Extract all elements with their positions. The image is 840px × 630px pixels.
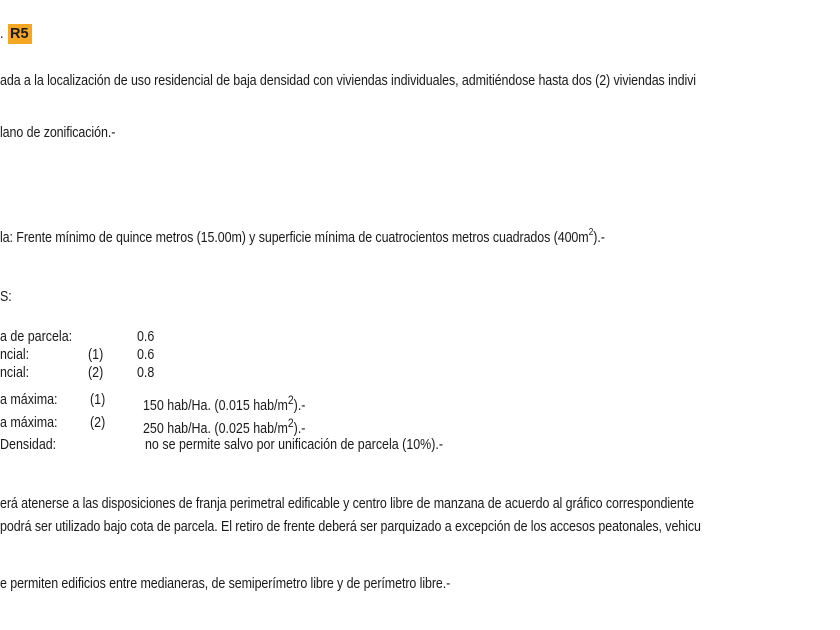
density-value-2: 250 hab/Ha. (0.025 hab/m <box>143 420 288 437</box>
indicator-label: Densidad: <box>0 437 57 453</box>
zone-code-highlight: R5 <box>8 24 32 44</box>
indicator-value: 0.6 <box>137 329 155 345</box>
indicator-number: (2) <box>90 415 106 431</box>
paragraph-edificios: e permiten edificios entre medianeras, de semiperímetro libre y de perímetro libre.- <box>0 576 451 592</box>
parcela-superscript: 2 <box>588 227 594 239</box>
indicator-value <box>143 414 305 438</box>
indicator-label: a de parcela: <box>0 329 73 345</box>
indicator-label: a máxima: <box>0 415 58 431</box>
indicator-label: ncial: <box>0 347 30 363</box>
paragraph-retiro: podrá ser utilizado bajo cota de parcela. El retiro de frente deberá ser parquizado a excepción de los accesos peatonales, vehicu <box>0 519 701 535</box>
header-prefix: . <box>0 26 4 42</box>
indicator-number: (2) <box>88 365 104 381</box>
parcela-text: la: Frente mínimo de quince metros (15.00m) y superficie mínima de cuatrocientos metros cuadrados (400m <box>0 230 589 246</box>
density-value-1: 150 hab/Ha. (0.015 hab/m <box>143 397 288 414</box>
density-superscript-2: 2 <box>287 416 294 430</box>
density-end-2: ).- <box>293 420 306 437</box>
section-label: S: <box>0 289 12 305</box>
indicator-value <box>143 391 305 415</box>
density-superscript-1: 2 <box>287 393 294 407</box>
paragraph-plano: lano de zonificación.- <box>0 125 116 141</box>
parcela-end: ).- <box>593 230 605 246</box>
paragraph-franja: erá atenerse a las disposiciones de franja perimetral edificable y centro libre de manzana de acuerdo al gráfico correspondiente <box>0 496 694 512</box>
indicator-value: 0.8 <box>137 365 155 381</box>
density-end-1: ).- <box>293 397 306 414</box>
indicator-value: 0.6 <box>137 347 155 363</box>
indicator-label: ncial: <box>0 365 30 381</box>
indicator-number: (1) <box>90 392 106 408</box>
paragraph-uso: ada a la localización de uso residencial de baja densidad con viviendas individuales, admitiéndose hasta dos (2) viviendas indivi <box>0 73 696 89</box>
indicator-value: no se permite salvo por unificación de parcela (10%).- <box>145 437 444 453</box>
paragraph-parcela <box>0 229 605 247</box>
indicator-number: (1) <box>88 347 104 363</box>
indicator-label: a máxima: <box>0 392 58 408</box>
